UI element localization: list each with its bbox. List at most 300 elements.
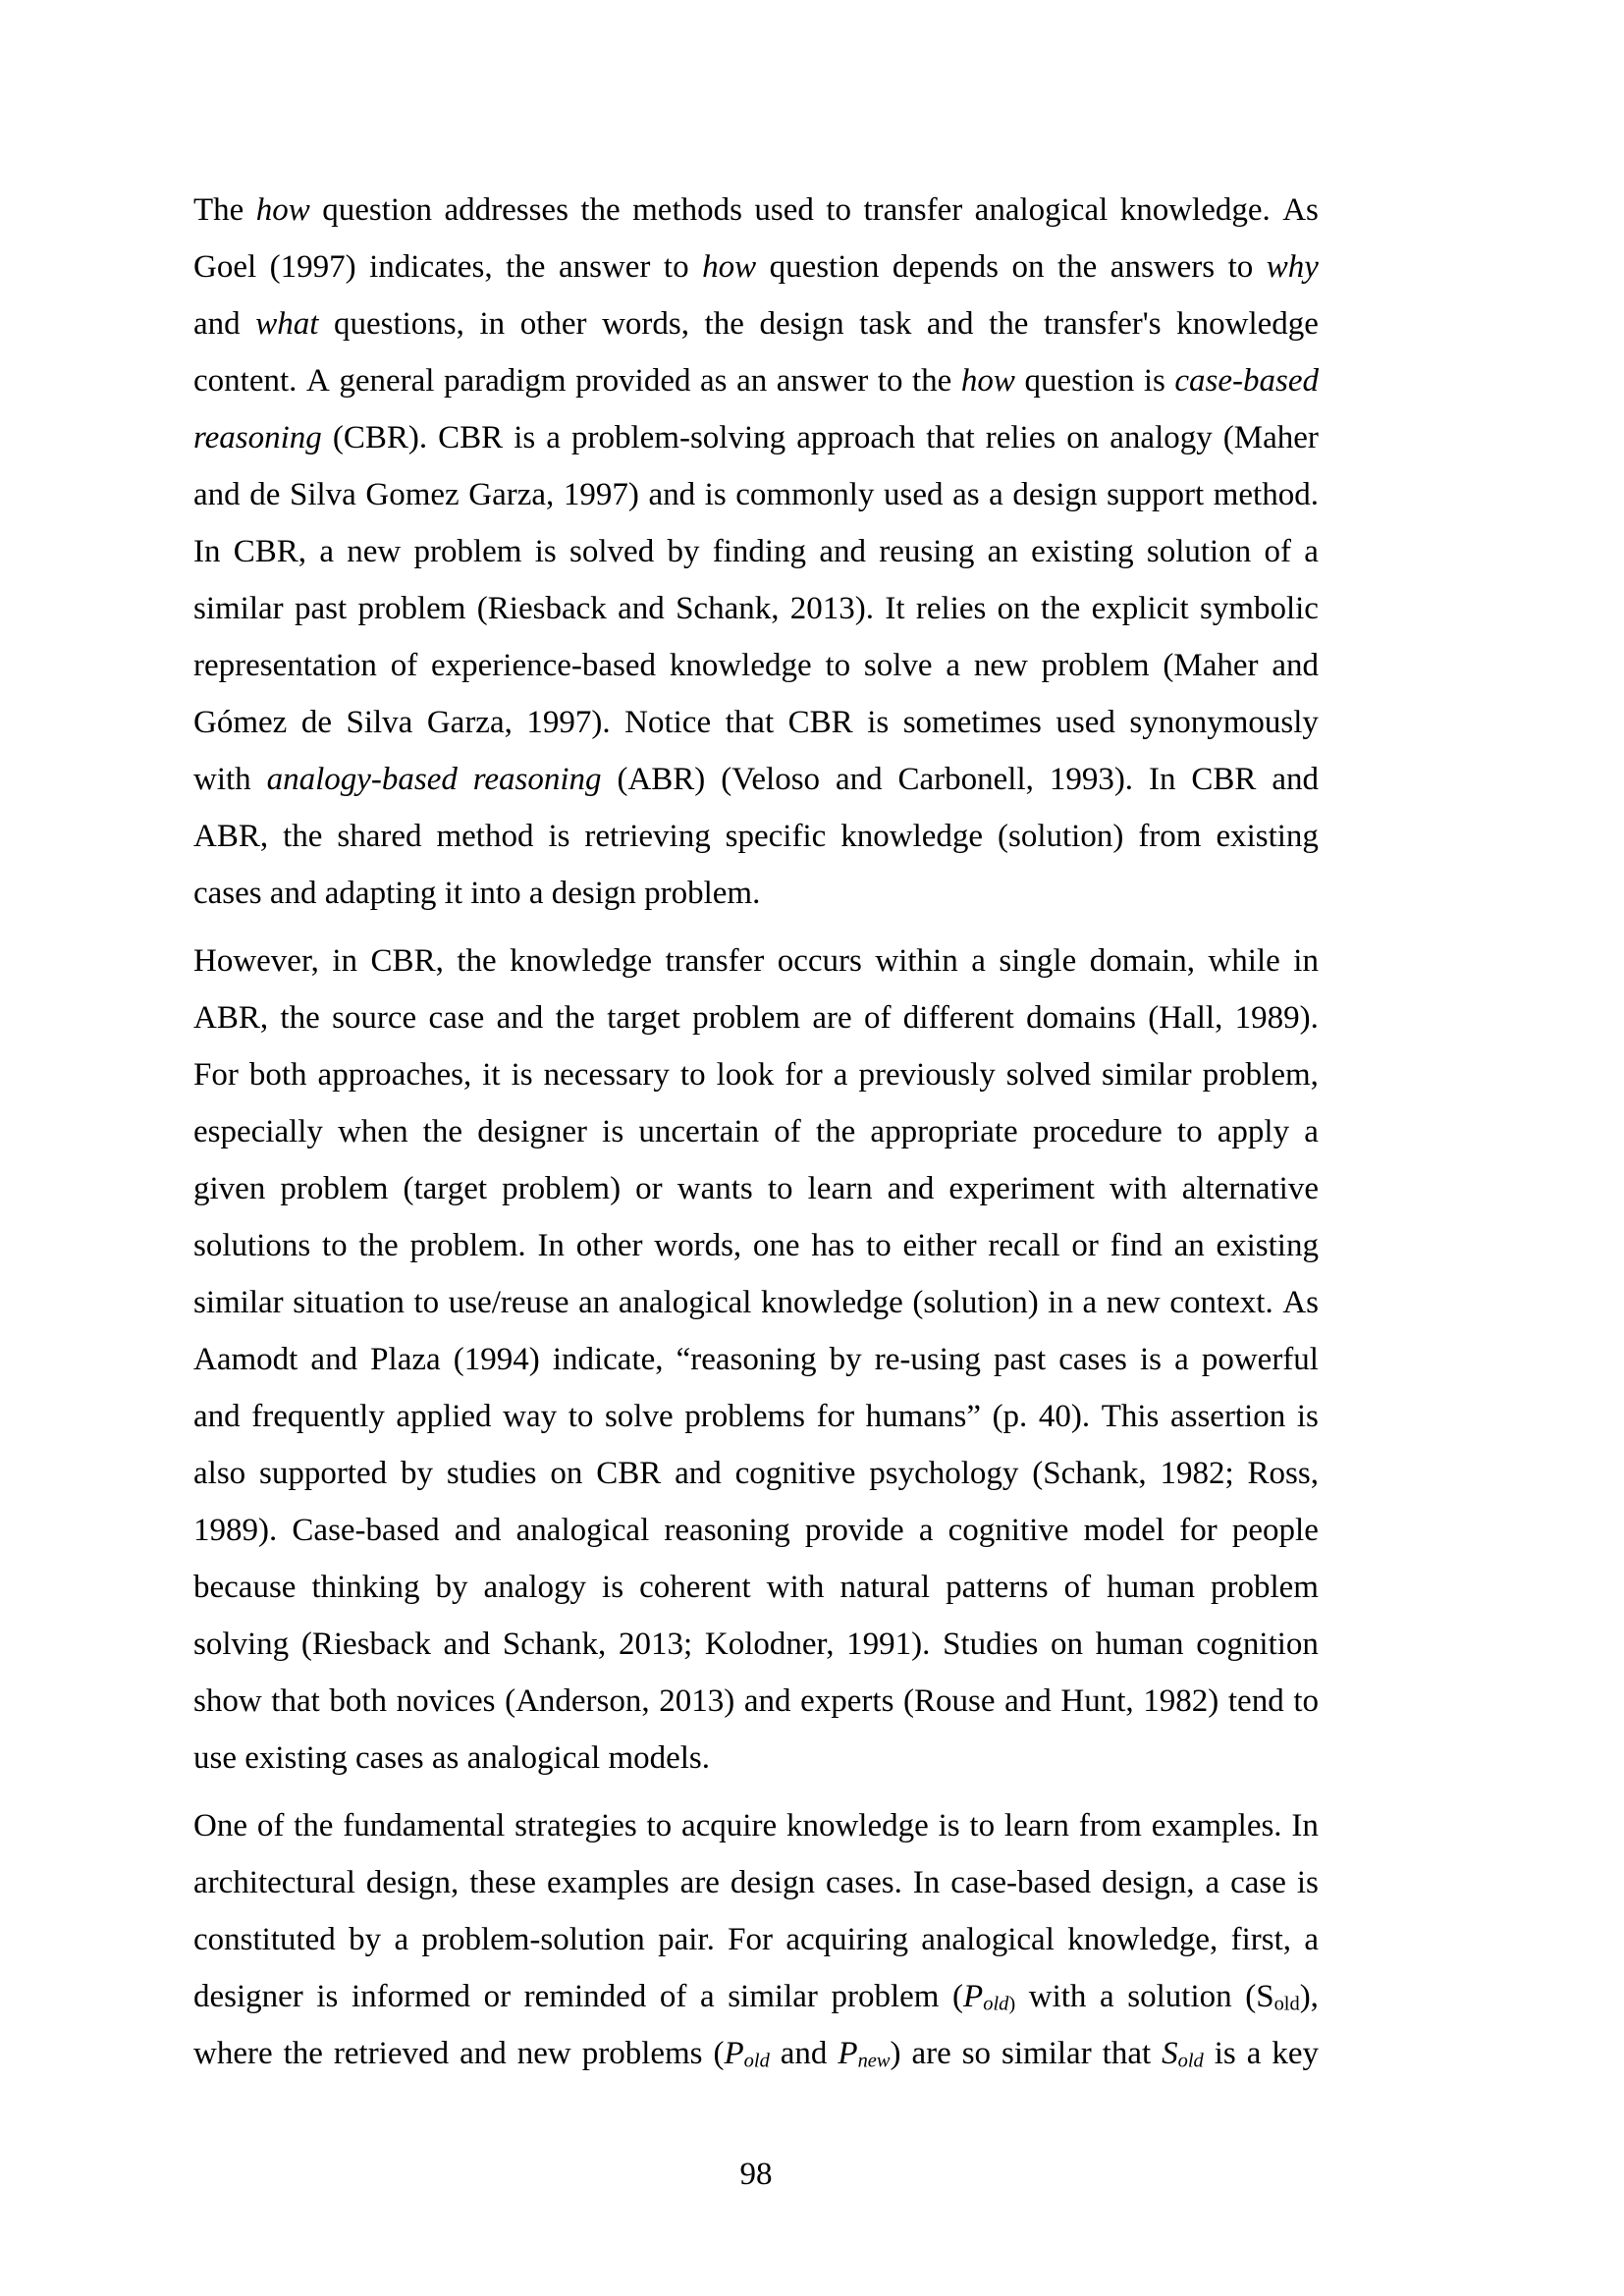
word: finding (712, 534, 807, 569)
word: solutions (193, 1228, 311, 1263)
word: similar (1001, 2036, 1092, 2071)
word: and (887, 1171, 935, 1206)
word: thinking (311, 1570, 420, 1605)
word: previously (858, 1057, 996, 1093)
word: In (1291, 1808, 1319, 1843)
word: (1997) (269, 249, 356, 285)
word: 1989). (193, 1513, 278, 1548)
word: by (435, 1570, 468, 1605)
word: especially (193, 1114, 323, 1149)
word: how (960, 363, 1015, 399)
text-line (193, 409, 1319, 466)
word: the (704, 306, 744, 342)
word: is (1214, 2036, 1236, 2071)
word: of (1264, 534, 1291, 569)
word: However, (193, 943, 319, 979)
word: case (1230, 1865, 1286, 1900)
word: psychology (869, 1456, 1019, 1491)
word: when (338, 1114, 408, 1149)
word: a (1174, 1342, 1189, 1377)
word: to (826, 192, 852, 228)
word: and (618, 591, 665, 626)
word: in (1048, 1285, 1073, 1320)
word: of (774, 1114, 801, 1149)
word: wants (677, 1171, 753, 1206)
word: analogy-based (266, 762, 458, 797)
word: problem (692, 1000, 801, 1036)
word: frequently (251, 1399, 385, 1434)
word: a (989, 477, 1003, 512)
word: with (1028, 1979, 1087, 2014)
word: use/reuse (448, 1285, 569, 1320)
word: architectural (193, 1865, 355, 1900)
word: both (329, 1683, 388, 1719)
word: to (1227, 249, 1254, 285)
word: uncertain (638, 1114, 760, 1149)
word: is (704, 477, 727, 512)
word: experts (800, 1683, 894, 1719)
word: In (193, 534, 221, 569)
word: a (1205, 1865, 1220, 1900)
word: (Maher (1222, 420, 1319, 455)
word: the (358, 1228, 399, 1263)
document-body (193, 182, 1319, 2082)
word: a (1304, 1922, 1319, 1957)
word: reasoning (193, 420, 322, 455)
text-line (193, 1911, 1319, 1968)
word: case (428, 1000, 485, 1036)
word: For (193, 1057, 239, 1093)
word: to (663, 249, 689, 285)
word: (Pold) (952, 1979, 1016, 2015)
word: is (602, 1570, 624, 1605)
word: or (1071, 1228, 1099, 1263)
word: problem-solving (571, 420, 786, 455)
word: Silva (346, 705, 413, 740)
text-line (193, 1046, 1319, 1103)
word: problem (413, 534, 522, 569)
word: and (743, 1683, 791, 1719)
word: on (1066, 420, 1100, 455)
word: find (1110, 1228, 1163, 1263)
word: 1989). (1234, 1000, 1319, 1036)
text-line (193, 933, 1319, 989)
word: analogy (483, 1570, 587, 1605)
text-line (193, 239, 1319, 295)
word: domain, (1089, 943, 1195, 979)
word: question (1024, 363, 1135, 399)
word: method (436, 819, 534, 854)
word: solution (1146, 534, 1252, 569)
word: One (193, 1808, 247, 1843)
word: support (1107, 477, 1205, 512)
text-line (193, 1673, 1319, 1730)
word: to (646, 1808, 673, 1843)
word: necessary (543, 1057, 670, 1093)
text-line (193, 1274, 1319, 1331)
paragraph (193, 182, 1319, 922)
word: a (833, 1057, 848, 1093)
text-line (193, 523, 1319, 580)
word: answer (776, 363, 869, 399)
word: (Riesback (300, 1627, 431, 1662)
word: (Pold (713, 2036, 770, 2072)
word: coherent (639, 1570, 751, 1605)
word: also (193, 1456, 246, 1491)
text-line (193, 1388, 1319, 1445)
word: the (283, 819, 323, 854)
word: given (193, 1171, 266, 1206)
word: explicit (1091, 591, 1189, 626)
word: (Schank, (1032, 1456, 1147, 1491)
word: and (193, 1399, 241, 1434)
word: to (1176, 1114, 1203, 1149)
word: applied (396, 1399, 492, 1434)
word: designer (477, 1114, 588, 1149)
word: question (322, 192, 433, 228)
word: problem (357, 591, 466, 626)
word: informed (352, 1979, 470, 2014)
word: (Hall, (1148, 1000, 1223, 1036)
word: novices (396, 1683, 496, 1719)
word: has (811, 1228, 855, 1263)
word: is (938, 1808, 960, 1843)
word: the (555, 1000, 595, 1036)
word: design (1012, 477, 1098, 512)
word: these (469, 1865, 537, 1900)
word: are (812, 1000, 852, 1036)
word: for (816, 1399, 855, 1434)
text-line (193, 1559, 1319, 1616)
word: to (825, 648, 851, 683)
word: In (537, 1228, 565, 1263)
word: other (519, 306, 587, 342)
word: an (1173, 1228, 1205, 1263)
word: retrieving (584, 819, 711, 854)
word: to (413, 1285, 440, 1320)
word: question (769, 249, 880, 285)
word: de (300, 705, 332, 740)
word: used (1056, 705, 1115, 740)
word: new (516, 2036, 571, 2071)
word: case-based (950, 1865, 1092, 1900)
word: procedure (1032, 1114, 1163, 1149)
word: transfer (863, 192, 963, 228)
word: existing (1216, 1228, 1319, 1263)
word: on (1011, 249, 1045, 285)
word: is (548, 819, 570, 854)
paragraph (193, 933, 1319, 1787)
word: a (1100, 1979, 1114, 2014)
word: analogical (618, 1285, 752, 1320)
word: the (1041, 591, 1081, 626)
word: or (635, 1171, 663, 1206)
word: For (728, 1922, 773, 1957)
word: problem-solution (421, 1922, 645, 1957)
word: is (1143, 363, 1165, 399)
word: a (946, 648, 961, 683)
word: CBR (596, 1456, 662, 1491)
word: that (271, 1683, 320, 1719)
word: (Maher (1163, 648, 1259, 683)
word: and (648, 477, 696, 512)
word: how (255, 192, 310, 228)
word: (solution) (912, 1285, 1039, 1320)
word: and (1272, 648, 1319, 683)
word: different (902, 1000, 1014, 1036)
text-line: cases and adapting it into a design problem. (193, 876, 761, 911)
word: powerful (1201, 1342, 1319, 1377)
word: analogical (515, 1513, 650, 1548)
word: supported (259, 1456, 388, 1491)
word: knowledge (840, 819, 984, 854)
word: are (911, 2036, 951, 2071)
word: with (193, 762, 251, 797)
word: re-using (874, 1342, 981, 1377)
word: case-based (1174, 363, 1319, 399)
word: source (332, 1000, 417, 1036)
word: designer (193, 1979, 303, 2014)
word: problem, (1202, 1057, 1319, 1093)
word: studies (446, 1456, 537, 1491)
word: problem) (502, 1171, 622, 1206)
word: the (815, 1114, 856, 1149)
word: one (752, 1228, 800, 1263)
word: and (496, 1000, 544, 1036)
word: and (310, 1342, 358, 1377)
word: model (1083, 1513, 1165, 1548)
paragraph (193, 1797, 1319, 2082)
word: is (511, 1057, 533, 1093)
word: the (457, 943, 497, 979)
word: apply (1217, 1114, 1290, 1149)
word: existing (1216, 819, 1319, 854)
word: recall (988, 1228, 1060, 1263)
word: The (193, 192, 244, 228)
word: words, (654, 1228, 742, 1263)
word: an (736, 363, 768, 399)
word: a (1304, 1114, 1319, 1149)
word: problem (1041, 648, 1150, 683)
word: solve (604, 1399, 674, 1434)
word: provide (804, 1513, 904, 1548)
text-line (193, 1616, 1319, 1673)
word: acquiring (785, 1922, 908, 1957)
word: 40). (1038, 1399, 1091, 1434)
word: 2013; (619, 1627, 693, 1662)
word: humans” (865, 1399, 981, 1434)
word: that (1102, 2036, 1152, 2071)
word: is (1139, 1342, 1162, 1377)
word: approaches, (317, 1057, 472, 1093)
word: 2013) (659, 1683, 735, 1719)
word: Aamodt (193, 1342, 298, 1377)
word: ABR, (193, 819, 269, 854)
word: what (255, 306, 319, 342)
word: knowledge (785, 1808, 929, 1843)
word: is (514, 420, 536, 455)
word: knowledge. (1119, 192, 1271, 228)
word: by (349, 1922, 382, 1957)
word: context. (1169, 1285, 1273, 1320)
word: cognitive (734, 1456, 856, 1491)
word: that (725, 705, 775, 740)
word: (CBR). (332, 420, 428, 455)
word: a (1082, 1285, 1098, 1320)
word: is (1296, 1865, 1319, 1900)
word: problem (280, 1171, 389, 1206)
word: Schank, (676, 591, 780, 626)
word: new (973, 648, 1028, 683)
word: past (993, 1342, 1047, 1377)
word: ABR, (193, 1000, 269, 1036)
word: 1982) (1143, 1683, 1219, 1719)
word: (Sold), (1245, 1979, 1319, 2015)
word: (p. (992, 1399, 1028, 1434)
word: shared (337, 819, 422, 854)
word: problem (1210, 1570, 1319, 1605)
word: solution (1127, 1979, 1232, 2014)
word: questions, (333, 306, 464, 342)
word: approach (796, 420, 916, 455)
word: as (700, 363, 728, 399)
text-line (193, 1797, 1319, 1854)
word: because (193, 1570, 297, 1605)
word: examples (546, 1865, 670, 1900)
word: 1997) (563, 477, 639, 512)
word: is (867, 705, 890, 740)
word: either (902, 1228, 977, 1263)
word: why (1266, 249, 1319, 285)
word: paradigm (443, 363, 567, 399)
word: on (550, 1456, 583, 1491)
word: analogy (1110, 420, 1213, 455)
word: past (294, 591, 348, 626)
word: a (546, 420, 561, 455)
word: to (866, 1228, 892, 1263)
word: A (305, 363, 330, 399)
word: while (1208, 943, 1280, 979)
word: (Rouse (903, 1683, 996, 1719)
text-line (193, 808, 1319, 865)
word: of (863, 1000, 892, 1036)
word: is (1296, 1399, 1319, 1434)
text-line (193, 1331, 1319, 1388)
word: 1982; (1160, 1456, 1234, 1491)
word: by (667, 534, 700, 569)
word: of (659, 1979, 687, 2014)
word: This (1101, 1399, 1160, 1434)
word: strategies (514, 1808, 637, 1843)
word: design (759, 306, 844, 342)
word: in (479, 306, 506, 342)
text-line: use existing cases as analogical models. (193, 1740, 711, 1776)
word: learn (807, 1171, 873, 1206)
word: Sold (1162, 2036, 1204, 2072)
word: and (193, 306, 241, 342)
word: reminded (523, 1979, 647, 2014)
word: with (1109, 1171, 1167, 1206)
word: of (256, 1808, 285, 1843)
word: (Anderson, (505, 1683, 650, 1719)
word: knowledge (510, 943, 652, 979)
word: As (1282, 192, 1319, 228)
word: sometimes (902, 705, 1042, 740)
word: that (926, 420, 975, 455)
word: Goel (193, 249, 257, 285)
word: first, (1230, 1922, 1291, 1957)
word: natural (839, 1570, 931, 1605)
word: knowledge (1176, 306, 1319, 342)
word: a (1246, 2036, 1262, 2071)
word: synonymously (1129, 705, 1319, 740)
word: Pnew) (838, 2036, 901, 2072)
word: and (1004, 1683, 1052, 1719)
word: design, (1102, 1865, 1195, 1900)
word: is (534, 534, 557, 569)
word: as (952, 477, 980, 512)
word: Gómez (193, 705, 288, 740)
word: reasoning (472, 762, 602, 797)
word: methods (632, 192, 742, 228)
word: retrieved (333, 2036, 450, 2071)
word: an (987, 534, 1018, 569)
word: In (1148, 762, 1176, 797)
word: from (1078, 1808, 1142, 1843)
text-line (193, 295, 1319, 352)
text-line (193, 1160, 1319, 1217)
word: Garza, (426, 705, 513, 740)
word: problem. (409, 1228, 526, 1263)
text-line (193, 466, 1319, 523)
word: the (294, 1808, 334, 1843)
word: and (1272, 762, 1319, 797)
word: indicate, (552, 1342, 664, 1377)
word: solved (1005, 1057, 1091, 1093)
word: indicates, (369, 249, 493, 285)
text-line (193, 1502, 1319, 1559)
word: how (702, 249, 757, 285)
word: both (248, 1057, 307, 1093)
word: human (1095, 1627, 1184, 1662)
word: CBR (1191, 762, 1257, 797)
word: Notice (624, 705, 712, 740)
word: human (1107, 1570, 1195, 1605)
word: the (989, 306, 1029, 342)
word: (1994) (453, 1342, 540, 1377)
word: the (506, 249, 546, 285)
word: similar (193, 1285, 284, 1320)
word: a (971, 943, 986, 979)
word: Silva (289, 477, 356, 512)
word: Gomez (365, 477, 460, 512)
word: fundamental (343, 1808, 506, 1843)
word: Schank, (502, 1627, 607, 1662)
word: assertion (1169, 1399, 1286, 1434)
word: answers (1110, 249, 1216, 285)
word: CBR (787, 705, 853, 740)
word: are (679, 1865, 720, 1900)
word: the (280, 1000, 320, 1036)
word: people (1231, 1513, 1319, 1548)
word: depends (892, 249, 1000, 285)
word: constituted (193, 1922, 336, 1957)
word: a (1304, 534, 1319, 569)
word: for (785, 1057, 823, 1093)
word: problem (831, 1979, 940, 2014)
word: similar (193, 591, 284, 626)
word: a (918, 1513, 934, 1548)
